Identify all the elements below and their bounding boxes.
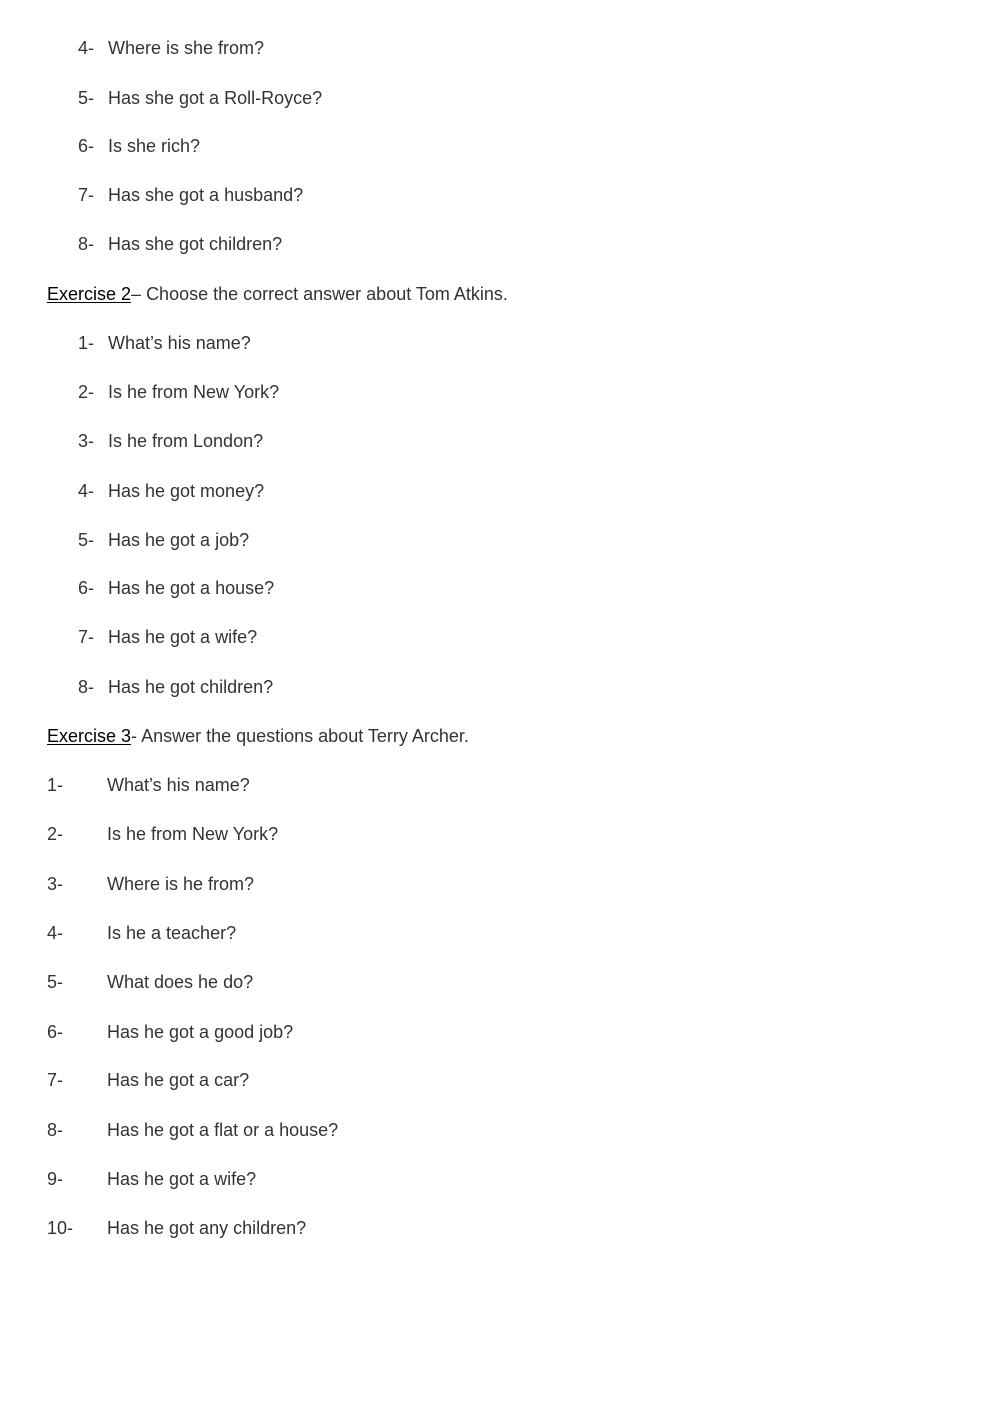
item-number: 10- — [47, 1218, 74, 1238]
item-number: 8- — [78, 234, 95, 254]
item-question: Has he got a flat or a house? — [107, 1120, 339, 1140]
item-question: Has he got a wife? — [107, 1169, 257, 1189]
item-number: 2- — [47, 824, 64, 844]
exercise2-separator: – — [131, 284, 147, 304]
item-question: Is he a teacher? — [107, 923, 237, 943]
item-question: Is he from New York? — [108, 382, 280, 402]
item-number: 7- — [47, 1070, 64, 1090]
item-number: 8- — [47, 1120, 64, 1140]
item-number: 6- — [78, 136, 95, 156]
item-number: 2- — [78, 382, 95, 402]
exercise2-label: Exercise 2 — [47, 284, 132, 304]
item-number: 5- — [47, 972, 64, 992]
exercise3-heading — [47, 724, 469, 748]
item-number: 7- — [78, 627, 95, 647]
exercise2-heading — [47, 282, 508, 306]
item-question: Has he got a car? — [107, 1070, 250, 1090]
item-number: 4- — [78, 38, 95, 58]
item-question: Has he got a good job? — [107, 1022, 294, 1042]
item-question: Has he got a job? — [108, 530, 250, 550]
item-question: Has he got a house? — [108, 578, 275, 598]
item-number: 5- — [78, 88, 95, 108]
item-question: Is he from New York? — [107, 824, 279, 844]
item-question: What does he do? — [107, 972, 254, 992]
item-number: 6- — [47, 1022, 64, 1042]
item-question: Has she got a Roll-Royce? — [108, 88, 323, 108]
item-question: Has he got a wife? — [108, 627, 258, 647]
item-question: Where is she from? — [108, 38, 265, 58]
item-question: What’s his name? — [107, 775, 250, 795]
item-question: Has he got money? — [108, 481, 265, 501]
item-number: 4- — [47, 923, 64, 943]
item-number: 6- — [78, 578, 95, 598]
item-question: Is he from London? — [108, 431, 264, 451]
item-question: Is she rich? — [108, 136, 201, 156]
item-number: 9- — [47, 1169, 64, 1189]
item-number: 7- — [78, 185, 95, 205]
item-question: Has he got children? — [108, 677, 274, 697]
item-question: Has he got any children? — [107, 1218, 307, 1238]
item-number: 1- — [47, 775, 64, 795]
item-number: 5- — [78, 530, 95, 550]
item-number: 3- — [47, 874, 64, 894]
item-number: 4- — [78, 481, 95, 501]
exercise3-label: Exercise 3 — [47, 726, 132, 746]
item-question: Has she got a husband? — [108, 185, 304, 205]
item-question: Where is he from? — [107, 874, 255, 894]
item-question: Has she got children? — [108, 234, 283, 254]
item-question: What’s his name? — [108, 333, 251, 353]
exercise2-instruction: Choose the correct answer about Tom Atkins. — [146, 284, 508, 304]
item-number: 1- — [78, 333, 95, 353]
item-number: 3- — [78, 431, 95, 451]
item-number: 8- — [78, 677, 95, 697]
exercise3-separator: - — [131, 726, 142, 746]
exercise3-instruction: Answer the questions about Terry Archer. — [141, 726, 469, 746]
